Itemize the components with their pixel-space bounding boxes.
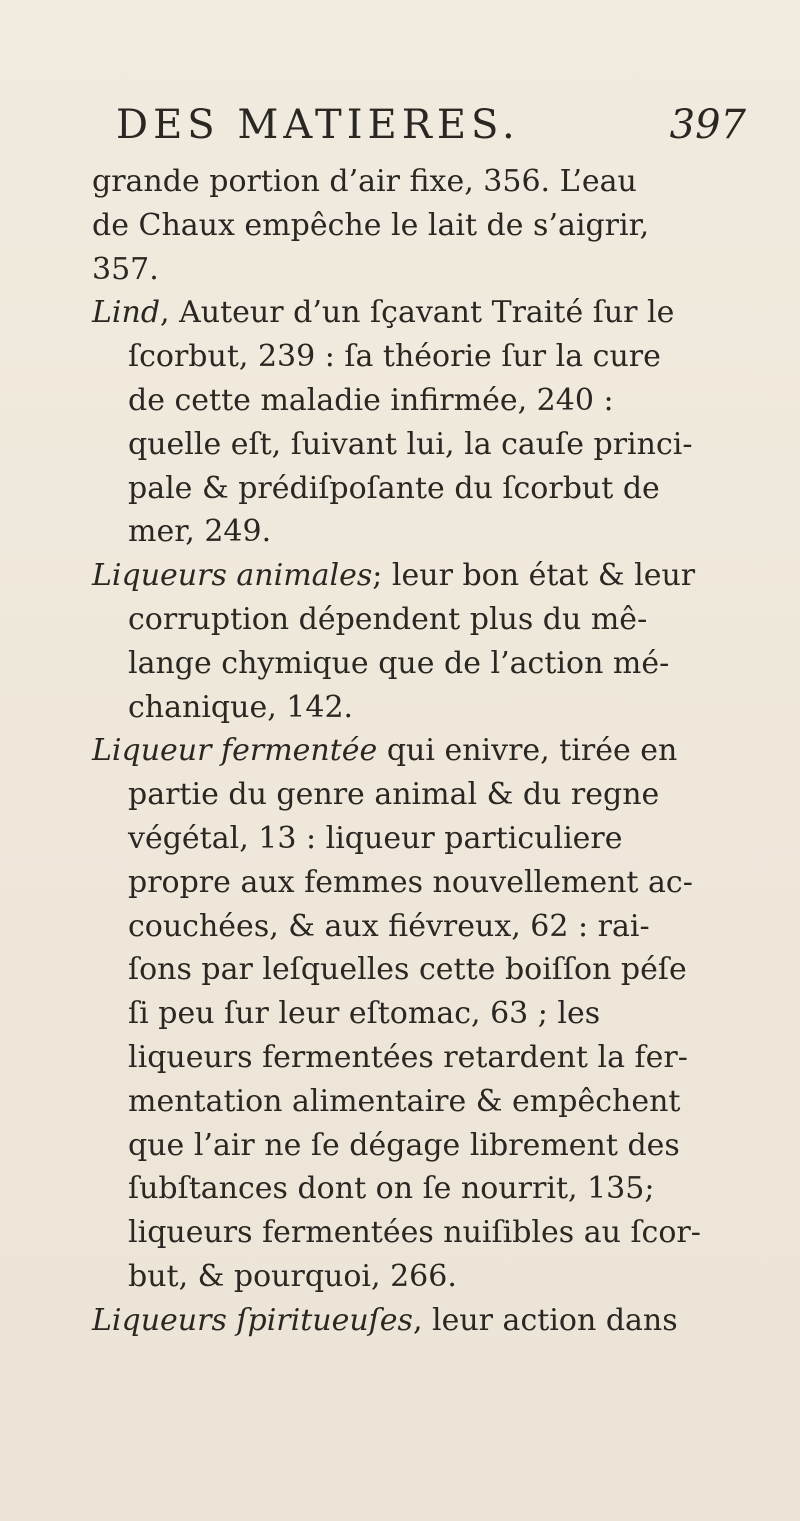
index-line: liqueurs fermentées nuiſibles au ſcor- bbox=[128, 1215, 701, 1251]
running-title: DES MATIERES. bbox=[116, 102, 520, 148]
page-number: 397 bbox=[669, 102, 746, 148]
running-head bbox=[116, 100, 746, 150]
index-headword: Lind bbox=[92, 295, 161, 331]
index-line: ſons par leſquelles cette boiſſon péſe bbox=[128, 952, 687, 988]
index-line: que l’air ne ſe dégage librement des bbox=[128, 1127, 680, 1163]
index-line: ſi peu ſur leur eſtomac, 63 ; les bbox=[128, 996, 601, 1032]
index-line: de Chaux empêche le lait de s’aigrir, bbox=[92, 207, 650, 243]
index-line-text: , leur action dans bbox=[412, 1302, 678, 1338]
index-line: végétal, 13 : liqueur particuliere bbox=[128, 820, 623, 856]
index-line: couchées, & aux fiévreux, 62 : rai- bbox=[128, 908, 650, 944]
index-entry-first-line bbox=[92, 729, 742, 773]
index-entry-first-line bbox=[92, 554, 742, 598]
index-line-text: qui enivre, tirée en bbox=[377, 733, 678, 769]
index-line: grande portion d’air fixe, 356. L’eau bbox=[92, 164, 637, 199]
index-line: de cette maladie infirmée, 240 : bbox=[128, 382, 614, 418]
index-line: mentation alimentaire & empêchent bbox=[128, 1083, 681, 1119]
index-headword: Liqueurs ſpiritueuſes bbox=[92, 1302, 413, 1338]
index-line-text: , Auteur d’un ſçavant Traité ſur le bbox=[160, 295, 675, 331]
index-headword: Liqueurs animales bbox=[92, 558, 373, 594]
index-line: corruption dépendent plus du mê- bbox=[128, 601, 648, 637]
index-line: mer, 249. bbox=[128, 514, 272, 550]
index-line: 357. bbox=[92, 251, 159, 287]
index-line: propre aux femmes nouvellement ac- bbox=[128, 864, 693, 900]
index-line: pale & prédiſpoſante du ſcorbut de bbox=[128, 470, 660, 506]
index-line-text: ; leur bon état & leur bbox=[372, 558, 696, 594]
index-text bbox=[92, 160, 742, 1343]
index-line: ſcorbut, 239 : ſa théorie ſur la cure bbox=[128, 339, 661, 375]
index-line: quelle eſt, ſuivant lui, la cauſe princi- bbox=[128, 426, 693, 462]
index-line: chanique, 142. bbox=[128, 689, 354, 725]
index-entry-first-line bbox=[92, 291, 742, 335]
index-line: but, & pourquoi, 266. bbox=[128, 1258, 457, 1294]
index-line: ſubſtances dont on ſe nourrit, 135; bbox=[128, 1171, 655, 1207]
index-line: liqueurs fermentées retardent la fer- bbox=[128, 1039, 688, 1075]
index-line: partie du genre animal & du regne bbox=[128, 777, 660, 813]
index-line: lange chymique que de l’action mé- bbox=[128, 645, 670, 681]
index-headword: Liqueur fermentée bbox=[92, 733, 378, 769]
index-entry-first-line bbox=[92, 1299, 742, 1343]
